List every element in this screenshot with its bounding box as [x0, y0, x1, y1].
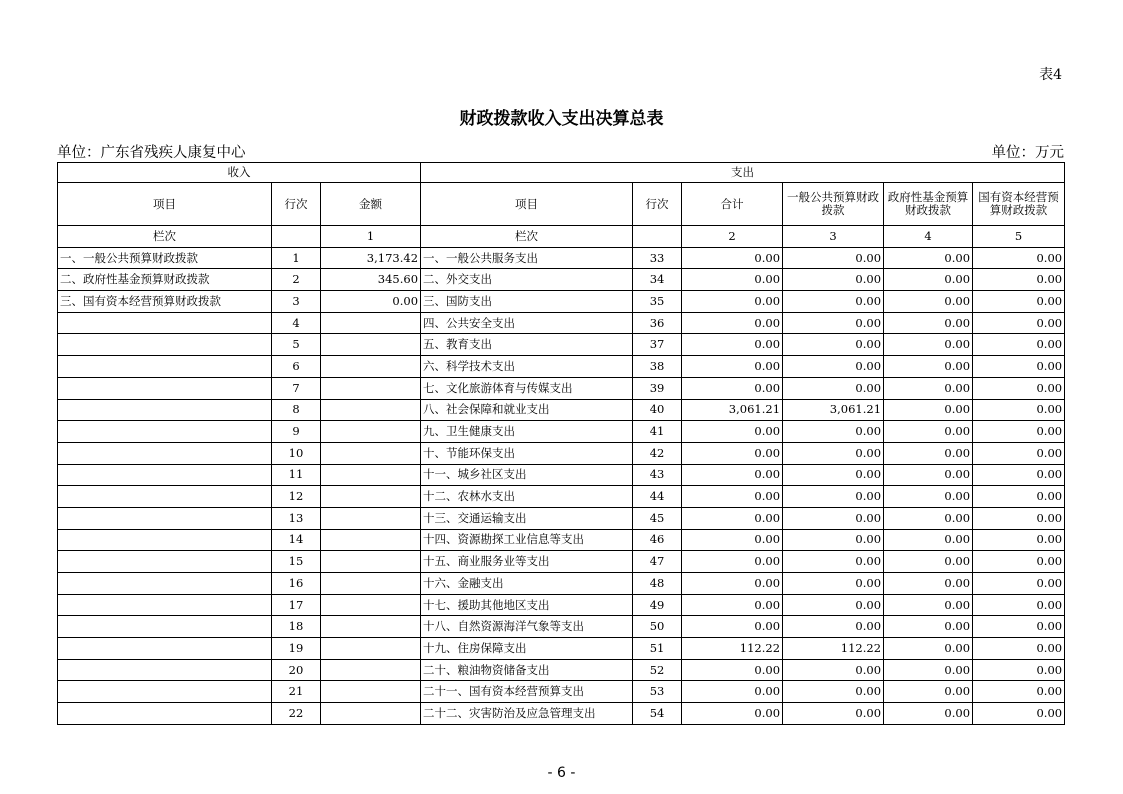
income-amount-cell: [321, 659, 421, 681]
income-row-no-cell: 9: [272, 421, 321, 443]
state-capital-cell: 0.00: [973, 659, 1065, 681]
income-amount-cell: [321, 399, 421, 421]
income-item-cell: [58, 421, 272, 443]
table-row: [58, 594, 1065, 616]
expense-item-cell: 十一、城乡社区支出: [421, 464, 633, 486]
gov-fund-cell: 0.00: [884, 269, 973, 291]
gov-fund-cell: 0.00: [884, 377, 973, 399]
general-budget-cell: 0.00: [783, 594, 884, 616]
table-row: [58, 464, 1065, 486]
column-index-row: [58, 226, 1065, 248]
expense-row-no-cell: 50: [633, 616, 682, 638]
income-item-cell: [58, 681, 272, 703]
income-item-cell: [58, 486, 272, 508]
general-budget-cell: 0.00: [783, 269, 884, 291]
state-capital-cell: 0.00: [973, 356, 1065, 378]
income-amount-cell: [321, 312, 421, 334]
col-index-3: 3: [783, 226, 884, 248]
expense-row-no-cell: 53: [633, 681, 682, 703]
income-row-no-cell: 16: [272, 573, 321, 595]
table-row: [58, 442, 1065, 464]
gov-fund-cell: 0.00: [884, 659, 973, 681]
gov-fund-cell: 0.00: [884, 247, 973, 269]
income-row-no-cell: 6: [272, 356, 321, 378]
income-item-cell: [58, 594, 272, 616]
state-capital-cell: 0.00: [973, 464, 1065, 486]
income-amount-cell: [321, 507, 421, 529]
income-amount-cell: 3,173.42: [321, 247, 421, 269]
expense-row-no-cell: 52: [633, 659, 682, 681]
gov-fund-cell: 0.00: [884, 334, 973, 356]
general-budget-cell: 0.00: [783, 507, 884, 529]
expense-item-cell: 四、公共安全支出: [421, 312, 633, 334]
total-cell: 0.00: [682, 681, 783, 703]
col-label-expense: 栏次: [421, 226, 633, 248]
col-index-blank: [633, 226, 682, 248]
income-item-cell: [58, 507, 272, 529]
expense-row-no-cell: 44: [633, 486, 682, 508]
header-income-row-no: 行次: [272, 183, 321, 226]
income-item-cell: [58, 529, 272, 551]
income-item-cell: [58, 573, 272, 595]
expense-item-cell: 九、卫生健康支出: [421, 421, 633, 443]
state-capital-cell: 0.00: [973, 594, 1065, 616]
income-item-cell: 一、一般公共预算财政拨款: [58, 247, 272, 269]
total-cell: 0.00: [682, 442, 783, 464]
expense-row-no-cell: 34: [633, 269, 682, 291]
income-item-cell: [58, 356, 272, 378]
income-item-cell: [58, 638, 272, 660]
income-amount-cell: [321, 486, 421, 508]
table-row: [58, 529, 1065, 551]
state-capital-cell: 0.00: [973, 421, 1065, 443]
general-budget-cell: 0.00: [783, 529, 884, 551]
general-budget-cell: 0.00: [783, 356, 884, 378]
table-row: [58, 247, 1065, 269]
income-row-no-cell: 21: [272, 681, 321, 703]
total-cell: 112.22: [682, 638, 783, 660]
total-cell: 0.00: [682, 551, 783, 573]
expense-item-cell: 十三、交通运输支出: [421, 507, 633, 529]
income-amount-cell: [321, 529, 421, 551]
expense-item-cell: 十二、农林水支出: [421, 486, 633, 508]
gov-fund-cell: 0.00: [884, 507, 973, 529]
header-expense-item: 项目: [421, 183, 633, 226]
general-budget-cell: 0.00: [783, 681, 884, 703]
total-cell: 0.00: [682, 659, 783, 681]
state-capital-cell: 0.00: [973, 247, 1065, 269]
income-item-cell: [58, 464, 272, 486]
expense-item-cell: 七、文化旅游体育与传媒支出: [421, 377, 633, 399]
income-item-cell: [58, 616, 272, 638]
general-budget-cell: 0.00: [783, 659, 884, 681]
expense-item-cell: 十五、商业服务业等支出: [421, 551, 633, 573]
table-number: 表4: [1039, 67, 1062, 83]
table-row: [58, 334, 1065, 356]
col-index-blank: [272, 226, 321, 248]
gov-fund-cell: 0.00: [884, 616, 973, 638]
state-capital-cell: 0.00: [973, 399, 1065, 421]
income-amount-cell: [321, 377, 421, 399]
unit-currency: 单位：万元: [991, 145, 1064, 161]
income-row-no-cell: 8: [272, 399, 321, 421]
expense-row-no-cell: 39: [633, 377, 682, 399]
gov-fund-cell: 0.00: [884, 681, 973, 703]
table-row: [58, 421, 1065, 443]
general-budget-cell: 0.00: [783, 442, 884, 464]
general-budget-cell: 0.00: [783, 247, 884, 269]
income-amount-cell: [321, 616, 421, 638]
total-cell: 0.00: [682, 594, 783, 616]
header-income: 收入: [58, 163, 421, 183]
total-cell: 0.00: [682, 616, 783, 638]
total-cell: 0.00: [682, 703, 783, 725]
expense-row-no-cell: 41: [633, 421, 682, 443]
income-item-cell: [58, 312, 272, 334]
header-state-capital: 国有资本经营预算财政拨款: [973, 183, 1065, 226]
header-section-row: [58, 163, 1065, 183]
header-expense: 支出: [421, 163, 1065, 183]
gov-fund-cell: 0.00: [884, 551, 973, 573]
income-row-no-cell: 4: [272, 312, 321, 334]
general-budget-cell: 0.00: [783, 312, 884, 334]
general-budget-cell: 0.00: [783, 334, 884, 356]
expense-row-no-cell: 33: [633, 247, 682, 269]
expense-item-cell: 二十一、国有资本经营预算支出: [421, 681, 633, 703]
income-item-cell: 三、国有资本经营预算财政拨款: [58, 291, 272, 313]
col-index-4: 4: [884, 226, 973, 248]
gov-fund-cell: 0.00: [884, 573, 973, 595]
total-cell: 0.00: [682, 377, 783, 399]
gov-fund-cell: 0.00: [884, 703, 973, 725]
income-amount-cell: [321, 334, 421, 356]
income-row-no-cell: 1: [272, 247, 321, 269]
gov-fund-cell: 0.00: [884, 464, 973, 486]
header-total: 合计: [682, 183, 783, 226]
income-amount-cell: 345.60: [321, 269, 421, 291]
expense-row-no-cell: 45: [633, 507, 682, 529]
total-cell: 0.00: [682, 573, 783, 595]
total-cell: 0.00: [682, 356, 783, 378]
state-capital-cell: 0.00: [973, 638, 1065, 660]
general-budget-cell: 0.00: [783, 486, 884, 508]
income-item-cell: [58, 442, 272, 464]
state-capital-cell: 0.00: [973, 291, 1065, 313]
table-row: [58, 507, 1065, 529]
total-cell: 0.00: [682, 269, 783, 291]
table-row: [58, 573, 1065, 595]
gov-fund-cell: 0.00: [884, 638, 973, 660]
expense-item-cell: 六、科学技术支出: [421, 356, 633, 378]
expense-item-cell: 十九、住房保障支出: [421, 638, 633, 660]
table-row: [58, 399, 1065, 421]
income-amount-cell: [321, 638, 421, 660]
income-row-no-cell: 14: [272, 529, 321, 551]
general-budget-cell: 0.00: [783, 616, 884, 638]
expense-item-cell: 五、教育支出: [421, 334, 633, 356]
expense-item-cell: 八、社会保障和就业支出: [421, 399, 633, 421]
table-row: [58, 681, 1065, 703]
income-row-no-cell: 5: [272, 334, 321, 356]
header-gov-fund: 政府性基金预算财政拨款: [884, 183, 973, 226]
col-label-income: 栏次: [58, 226, 272, 248]
state-capital-cell: 0.00: [973, 529, 1065, 551]
expense-item-cell: 十八、自然资源海洋气象等支出: [421, 616, 633, 638]
general-budget-cell: 3,061.21: [783, 399, 884, 421]
state-capital-cell: 0.00: [973, 334, 1065, 356]
income-amount-cell: [321, 551, 421, 573]
expense-item-cell: 十六、金融支出: [421, 573, 633, 595]
total-cell: 0.00: [682, 507, 783, 529]
state-capital-cell: 0.00: [973, 616, 1065, 638]
income-item-cell: [58, 377, 272, 399]
table-row: [58, 616, 1065, 638]
state-capital-cell: 0.00: [973, 681, 1065, 703]
expense-item-cell: 一、一般公共服务支出: [421, 247, 633, 269]
expense-row-no-cell: 51: [633, 638, 682, 660]
expense-row-no-cell: 42: [633, 442, 682, 464]
header-income-item: 项目: [58, 183, 272, 226]
total-cell: 0.00: [682, 291, 783, 313]
income-row-no-cell: 2: [272, 269, 321, 291]
state-capital-cell: 0.00: [973, 573, 1065, 595]
income-row-no-cell: 22: [272, 703, 321, 725]
general-budget-cell: 112.22: [783, 638, 884, 660]
expense-row-no-cell: 35: [633, 291, 682, 313]
expense-row-no-cell: 36: [633, 312, 682, 334]
table-row: [58, 638, 1065, 660]
total-cell: 3,061.21: [682, 399, 783, 421]
income-row-no-cell: 3: [272, 291, 321, 313]
income-amount-cell: 0.00: [321, 291, 421, 313]
gov-fund-cell: 0.00: [884, 442, 973, 464]
gov-fund-cell: 0.00: [884, 529, 973, 551]
table-row: [58, 703, 1065, 725]
income-row-no-cell: 17: [272, 594, 321, 616]
expense-row-no-cell: 48: [633, 573, 682, 595]
header-general-budget: 一般公共预算财政拨款: [783, 183, 884, 226]
total-cell: 0.00: [682, 529, 783, 551]
total-cell: 0.00: [682, 247, 783, 269]
expense-row-no-cell: 37: [633, 334, 682, 356]
total-cell: 0.00: [682, 464, 783, 486]
gov-fund-cell: 0.00: [884, 312, 973, 334]
general-budget-cell: 0.00: [783, 464, 884, 486]
income-item-cell: [58, 399, 272, 421]
expense-row-no-cell: 49: [633, 594, 682, 616]
state-capital-cell: 0.00: [973, 377, 1065, 399]
table-row: [58, 312, 1065, 334]
income-row-no-cell: 19: [272, 638, 321, 660]
expense-item-cell: 三、国防支出: [421, 291, 633, 313]
general-budget-cell: 0.00: [783, 703, 884, 725]
income-item-cell: [58, 659, 272, 681]
table-row: [58, 551, 1065, 573]
state-capital-cell: 0.00: [973, 486, 1065, 508]
expense-item-cell: 二十二、灾害防治及应急管理支出: [421, 703, 633, 725]
income-item-cell: [58, 551, 272, 573]
state-capital-cell: 0.00: [973, 507, 1065, 529]
gov-fund-cell: 0.00: [884, 356, 973, 378]
col-index-5: 5: [973, 226, 1065, 248]
income-row-no-cell: 7: [272, 377, 321, 399]
income-amount-cell: [321, 681, 421, 703]
header-columns-row: [58, 183, 1065, 226]
expense-item-cell: 二十、粮油物资储备支出: [421, 659, 633, 681]
state-capital-cell: 0.00: [973, 551, 1065, 573]
table-row: [58, 269, 1065, 291]
table-row: [58, 486, 1065, 508]
general-budget-cell: 0.00: [783, 421, 884, 443]
unit-organization: 单位：广东省残疾人康复中心: [57, 145, 246, 161]
state-capital-cell: 0.00: [973, 442, 1065, 464]
table-row: [58, 659, 1065, 681]
total-cell: 0.00: [682, 421, 783, 443]
general-budget-cell: 0.00: [783, 377, 884, 399]
state-capital-cell: 0.00: [973, 269, 1065, 291]
gov-fund-cell: 0.00: [884, 291, 973, 313]
income-row-no-cell: 12: [272, 486, 321, 508]
income-item-cell: [58, 334, 272, 356]
income-amount-cell: [321, 464, 421, 486]
general-budget-cell: 0.00: [783, 291, 884, 313]
table-row: [58, 291, 1065, 313]
col-index-1: 1: [321, 226, 421, 248]
state-capital-cell: 0.00: [973, 703, 1065, 725]
expense-item-cell: 十七、援助其他地区支出: [421, 594, 633, 616]
table-row: [58, 377, 1065, 399]
expense-row-no-cell: 40: [633, 399, 682, 421]
expense-row-no-cell: 54: [633, 703, 682, 725]
income-item-cell: 二、政府性基金预算财政拨款: [58, 269, 272, 291]
expense-item-cell: 二、外交支出: [421, 269, 633, 291]
expense-row-no-cell: 43: [633, 464, 682, 486]
income-row-no-cell: 20: [272, 659, 321, 681]
income-row-no-cell: 11: [272, 464, 321, 486]
income-row-no-cell: 13: [272, 507, 321, 529]
income-amount-cell: [321, 421, 421, 443]
income-row-no-cell: 10: [272, 442, 321, 464]
state-capital-cell: 0.00: [973, 312, 1065, 334]
gov-fund-cell: 0.00: [884, 594, 973, 616]
general-budget-cell: 0.00: [783, 573, 884, 595]
header-expense-row-no: 行次: [633, 183, 682, 226]
income-row-no-cell: 15: [272, 551, 321, 573]
expense-item-cell: 十、节能环保支出: [421, 442, 633, 464]
col-index-2: 2: [682, 226, 783, 248]
total-cell: 0.00: [682, 486, 783, 508]
fiscal-table: [57, 162, 1065, 725]
total-cell: 0.00: [682, 334, 783, 356]
table-row: [58, 356, 1065, 378]
income-amount-cell: [321, 703, 421, 725]
income-amount-cell: [321, 356, 421, 378]
income-amount-cell: [321, 594, 421, 616]
expense-row-no-cell: 46: [633, 529, 682, 551]
income-amount-cell: [321, 573, 421, 595]
expense-item-cell: 十四、资源勘探工业信息等支出: [421, 529, 633, 551]
expense-row-no-cell: 47: [633, 551, 682, 573]
gov-fund-cell: 0.00: [884, 486, 973, 508]
general-budget-cell: 0.00: [783, 551, 884, 573]
gov-fund-cell: 0.00: [884, 399, 973, 421]
total-cell: 0.00: [682, 312, 783, 334]
header-income-amount: 金额: [321, 183, 421, 226]
page-title: 财政拨款收入支出决算总表: [459, 109, 664, 129]
gov-fund-cell: 0.00: [884, 421, 973, 443]
income-amount-cell: [321, 442, 421, 464]
page-number: - 6 -: [547, 765, 576, 781]
income-item-cell: [58, 703, 272, 725]
expense-row-no-cell: 38: [633, 356, 682, 378]
income-row-no-cell: 18: [272, 616, 321, 638]
